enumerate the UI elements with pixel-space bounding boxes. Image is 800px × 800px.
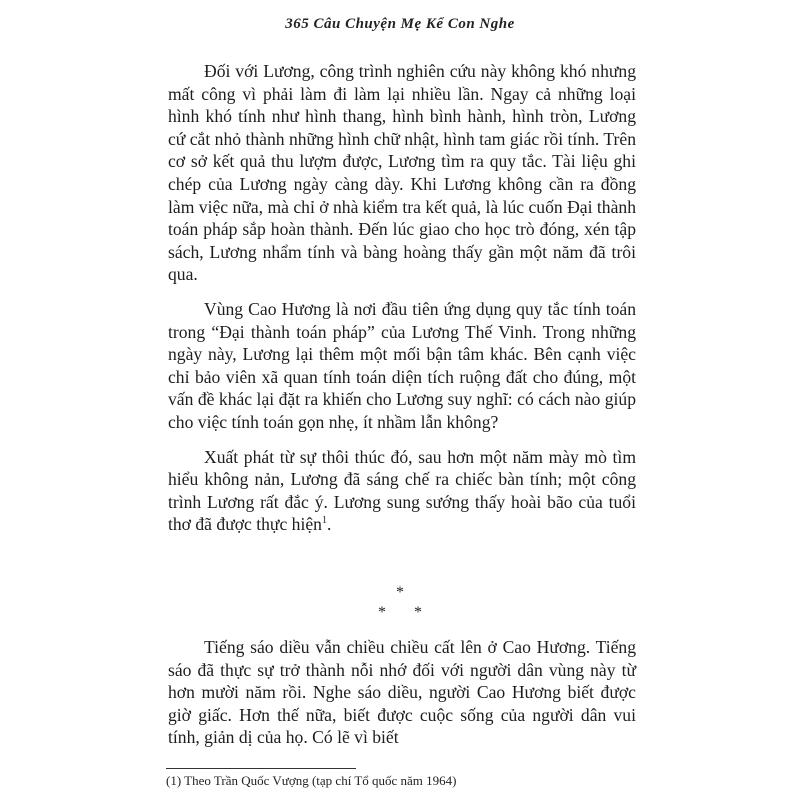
section-separator	[0, 586, 800, 620]
paragraph-3-text: Xuất phát từ sự thôi thúc đó, sau hơn một năm mày mò tìm hiểu không nản, Lương đã sáng chế ra chiếc bàn tính; một công trình Lương rất đắc ý. Lương sung sướng thấy hoài bão của tuổi thơ đã được thực hiện	[168, 446, 636, 535]
paragraph-2: Vùng Cao Hương là nơi đầu tiên ứng dụng quy tắc tính toán trong “Đại thành toán pháp” của Lương Thế Vinh. Trong những ngày này, Lương lại thêm một mối bận tâm khác. Bên cạnh việc chỉ bảo viên xã quan tính toán diện tích ruộng đất cho đúng, một vấn đề khác lại đặt ra khiến cho Lương suy nghĩ: có cách nào giúp cho việc tính toán gọn nhẹ, ít nhầm lẫn không?	[168, 298, 636, 432]
body-text	[168, 60, 636, 540]
running-header: 365 Câu Chuyện Mẹ Kể Con Nghe	[285, 16, 515, 32]
footnote: (1) Theo Trần Quốc Vượng (tạp chí Tổ quốc năm 1964)	[166, 773, 457, 788]
footnote-divider	[166, 768, 356, 769]
separator-star-top: *	[396, 584, 404, 601]
separator-stars-bottom: * *	[378, 604, 434, 621]
paragraph-3: Xuất phát từ sự thôi thúc đó, sau hơn một năm mày mò tìm hiểu không nản, Lương đã sáng chế ra chiếc bàn tính; một công trình Lương rất đắc ý. Lương sung sướng thấy hoài bão của tuổi thơ đã được thực hiện$^1$.	[168, 446, 636, 535]
footnote-marker: 1	[321, 515, 327, 527]
body-text-continued	[168, 636, 636, 749]
paragraph-1: Đối với Lương, công trình nghiên cứu này không khó nhưng mất công vì phải làm đi làm lại nhiều lần. Ngay cả những loại hình khó tính như hình thang, hình bình hành, hình tròn, Lương cứ cắt nhỏ thành những hình chữ nhật, hình tam giác rồi tính. Trên cơ sở kết quả thu lượm được, Lương tìm ra quy tắc. Tài liệu ghi chép của Lương ngày càng dày. Khi Lương không cần ra đồng làm việc nữa, mà chỉ ở nhà kiểm tra kết quả, là lúc cuốn Đại thành toán pháp sắp hoàn thành. Đến lúc giao cho học trò đóng, xén tập sách, Lương nhẩm tính và bàng hoàng thấy gần một năm đã trôi qua.	[168, 61, 636, 285]
paragraph-4: Tiếng sáo diều vẫn chiều chiều cất lên ở Cao Hương. Tiếng sáo đã thực sự trở thành nỗi nhớ đối với người dân vùng này từ hơn mười năm rồi. Nghe sáo diều, người Cao Hương biết được giờ giấc. Hơn thế nữa, biết được cuộc sống của người dân vui tính, giản dị của họ. Có lẽ vì biết	[168, 637, 636, 748]
